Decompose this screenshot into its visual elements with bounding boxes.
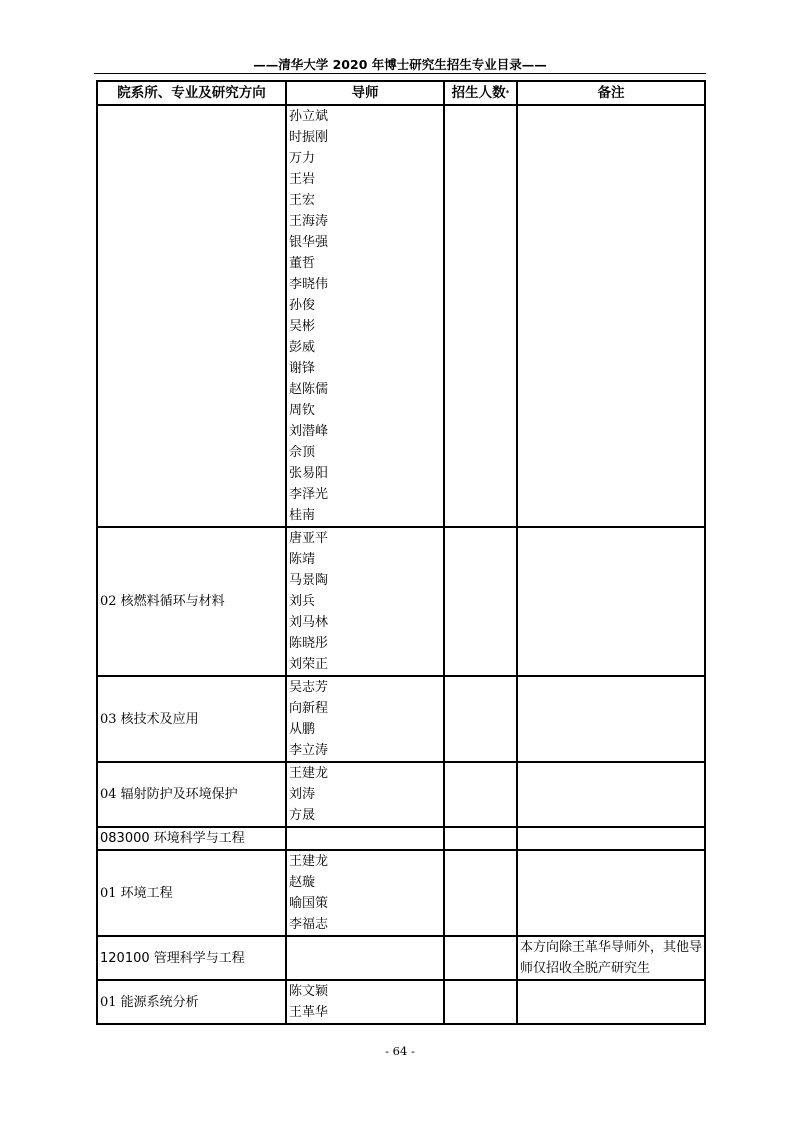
advisor-name: 喻国策 — [289, 896, 329, 911]
page-header: ——清华大学 2020 年博士研究生招生专业目录—— — [253, 57, 547, 72]
advisor-list — [286, 850, 444, 936]
advisor-list — [286, 762, 444, 827]
remarks — [517, 762, 705, 827]
remarks — [517, 850, 705, 936]
enrollment-count — [444, 827, 517, 850]
advisor-name: 李泽光 — [289, 487, 329, 502]
advisor-name: 赵陈儒 — [289, 382, 329, 397]
enrollment-count — [444, 980, 517, 1024]
table-row — [97, 850, 705, 936]
advisor-list — [286, 827, 444, 850]
advisor-name: 马景陶 — [289, 573, 329, 588]
research-direction — [97, 105, 286, 527]
advisor-name: 王海涛 — [289, 214, 329, 229]
advisor-name: 方晟 — [289, 808, 316, 823]
column-header-notes: 备注 — [517, 81, 705, 105]
research-direction: 03 核技术及应用 — [97, 676, 286, 762]
research-direction: 02 核燃料循环与材料 — [97, 527, 286, 676]
advisor-name: 李福志 — [289, 917, 329, 932]
advisor-name: 唐亚平 — [289, 531, 329, 546]
advisor-name: 时振刚 — [289, 130, 329, 145]
advisor-name: 王革华 — [289, 1005, 329, 1020]
advisor-name: 从鹏 — [289, 722, 316, 737]
enrollment-count — [444, 676, 517, 762]
advisor-name: 孙立斌 — [289, 109, 329, 124]
advisor-name: 李晓伟 — [289, 277, 329, 292]
advisor-name: 孙俊 — [289, 298, 316, 313]
remarks — [517, 827, 705, 850]
column-header-count — [444, 81, 517, 105]
remarks — [517, 105, 705, 527]
header-rule — [94, 73, 706, 74]
table-row — [97, 936, 705, 980]
remarks — [517, 676, 705, 762]
advisor-name: 陈靖 — [289, 552, 316, 567]
advisor-name: 桂南 — [289, 508, 316, 523]
research-direction: 04 辐射防护及环境保护 — [97, 762, 286, 827]
remarks — [517, 527, 705, 676]
enrollment-count — [444, 527, 517, 676]
advisor-name: 董哲 — [289, 256, 316, 271]
research-direction: 01 能源系统分析 — [97, 980, 286, 1024]
advisor-name: 赵璇 — [289, 875, 316, 890]
advisor-name: 李立涛 — [289, 743, 329, 758]
major-name: 083000 环境科学与工程 — [97, 827, 286, 850]
advisor-name: 周钦 — [289, 403, 316, 418]
advisor-name: 佘顶 — [289, 445, 316, 460]
advisor-name: 银华强 — [289, 235, 329, 250]
table-row — [97, 676, 705, 762]
advisor-name: 王宏 — [289, 193, 316, 208]
advisor-name: 刘马林 — [289, 615, 329, 630]
table-row — [97, 762, 705, 827]
catalog-table — [96, 80, 706, 1025]
major-name: 120100 管理科学与工程 — [97, 936, 286, 980]
advisor-name: 张易阳 — [289, 466, 329, 481]
table-row — [97, 980, 705, 1024]
enrollment-count — [444, 850, 517, 936]
table-header-row — [97, 81, 705, 105]
advisor-name: 彭威 — [289, 340, 316, 355]
advisor-name: 陈晓彤 — [289, 636, 329, 651]
advisor-name: 刘潜峰 — [289, 424, 329, 439]
table-row — [97, 827, 705, 850]
table-row — [97, 105, 705, 527]
advisor-list — [286, 980, 444, 1024]
advisor-name: 刘荣正 — [289, 657, 329, 672]
remarks: 本方向除王革华导师外，其他导师仅招收全脱产研究生 — [517, 936, 705, 980]
column-header-count-label: 招生人数 — [451, 84, 506, 101]
advisor-list — [286, 936, 444, 980]
remarks — [517, 980, 705, 1024]
page-number: - 64 - — [385, 1044, 415, 1058]
advisor-name: 向新程 — [289, 701, 329, 716]
advisor-name: 吴彬 — [289, 319, 316, 334]
advisor-name: 王建龙 — [289, 854, 329, 869]
advisor-name: 王建龙 — [289, 766, 329, 781]
advisor-list — [286, 105, 444, 527]
enrollment-count — [444, 762, 517, 827]
column-header-advisor: 导师 — [286, 81, 444, 105]
advisor-name: 万力 — [289, 151, 316, 166]
count-note-mark: * — [505, 88, 510, 97]
advisor-name: 刘兵 — [289, 594, 316, 609]
enrollment-count — [444, 936, 517, 980]
research-direction: 01 环境工程 — [97, 850, 286, 936]
advisor-list — [286, 676, 444, 762]
advisor-name: 陈文颖 — [289, 984, 329, 999]
advisor-name: 吴志芳 — [289, 680, 329, 695]
column-header-direction: 院系所、专业及研究方向 — [97, 81, 286, 105]
advisor-name: 王岩 — [289, 172, 316, 187]
advisor-name: 刘涛 — [289, 787, 316, 802]
advisor-name: 谢锋 — [289, 361, 316, 376]
enrollment-count — [444, 105, 517, 527]
advisor-list — [286, 527, 444, 676]
table-row — [97, 527, 705, 676]
